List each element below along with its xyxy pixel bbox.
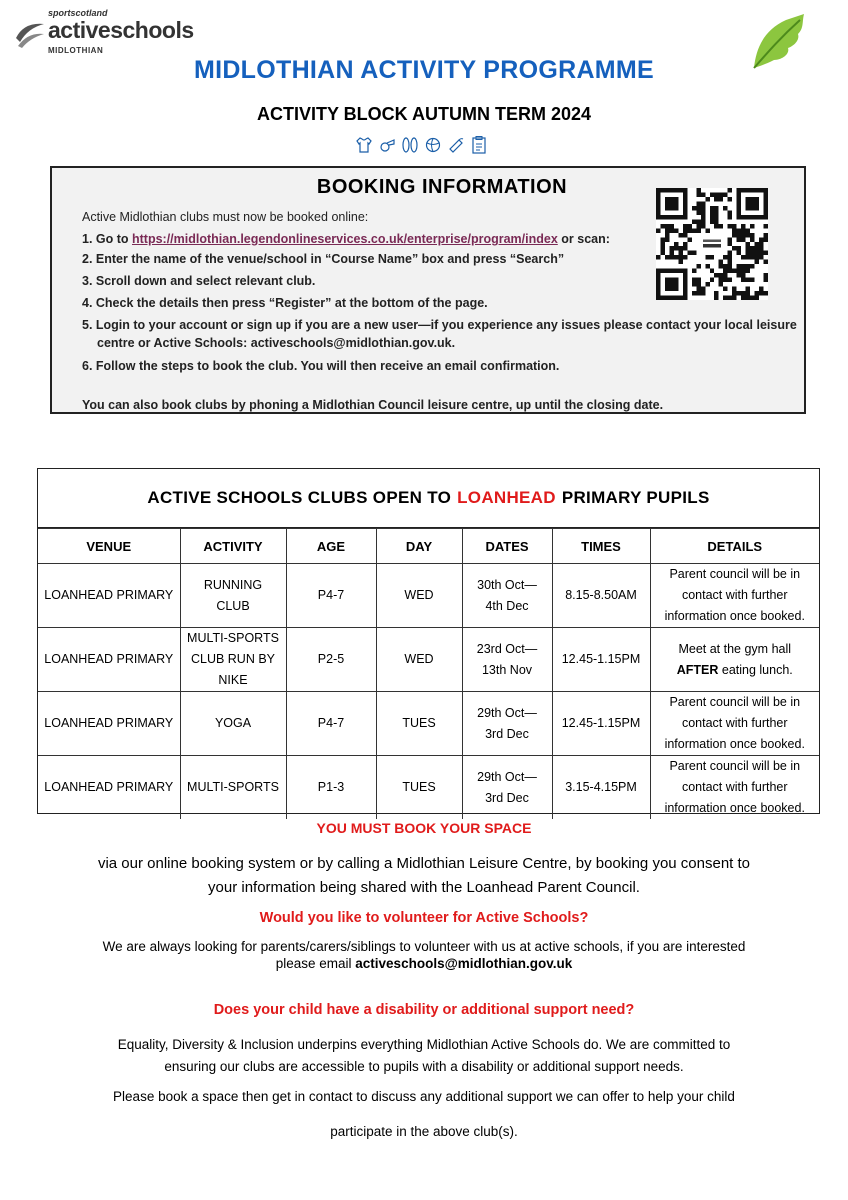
page-subtitle: ACTIVITY BLOCK AUTUMN TERM 2024 (256, 104, 592, 124)
booking-step-6: 6. Follow the steps to book the club. You will then receive an email confirmation. (82, 359, 560, 373)
column-header: DETAILS (650, 529, 819, 564)
clubs-title-prefix: ACTIVE SCHOOLS CLUBS OPEN TO (147, 488, 452, 507)
activity-cell: YOGA (180, 692, 286, 756)
clubs-title-suffix: PRIMARY PUPILS (561, 488, 710, 507)
volunteer-paragraph: We are always looking for parents/carers/siblings to volunteer with us at active schools, if you are interested please email activeschools@midlothian.gov.uk (102, 939, 746, 971)
booking-step-5-a: 5. Login to your account or sign up if you are a new user—if you experience any issues please contact your local leisure (82, 318, 797, 332)
clubs-title-school: LOANHEAD (457, 488, 556, 507)
times-cell: 8.15-8.50AM (552, 564, 650, 628)
details-cell: Parent council will be in contact with further information once booked. (650, 564, 819, 628)
table-row (38, 564, 819, 628)
age-cell: P4-7 (286, 564, 376, 628)
booking-information-box (50, 166, 806, 414)
venue-cell: LOANHEAD PRIMARY (38, 692, 180, 756)
volunteer-heading: Would you like to volunteer for Active Schools? (259, 910, 589, 926)
activity-cell: MULTI-SPORTS CLUB RUN BY NIKE (180, 628, 286, 692)
active-schools-logo (14, 8, 194, 58)
tshirt-icon (354, 134, 374, 156)
column-header: TIMES (552, 529, 650, 564)
details-cell: Parent council will be in contact with further information once booked. (650, 692, 819, 756)
details-cell: Parent council will be in contact with further information once booked. (650, 756, 819, 820)
column-header: VENUE (38, 529, 180, 564)
table-header-row (38, 529, 819, 564)
venue-cell: LOANHEAD PRIMARY (38, 628, 180, 692)
day-cell: TUES (376, 756, 462, 820)
step-1-prefix: 1. Go to (82, 232, 132, 246)
booking-step-3: 3. Scroll down and select relevant club. (82, 274, 316, 288)
consent-paragraph: via our online booking system or by calling a Midlothian Leisure Centre, by booking you consent to your information being shared with the Loanhead Parent Council. (97, 855, 751, 896)
times-cell: 3.15-4.15PM (552, 756, 650, 820)
table-row (38, 756, 819, 820)
ball-icon (423, 134, 443, 156)
logo-line-midlothian: MIDLOTHIAN (48, 46, 104, 55)
logo-line-activeschools: activeschools (48, 17, 194, 43)
step-1-suffix: or scan: (557, 232, 610, 246)
details-cell: Meet at the gym hall AFTER eating lunch. (650, 628, 819, 692)
clubs-table-title (38, 469, 819, 528)
disability-heading: Does your child have a disability or additional support need? (213, 1002, 635, 1018)
age-cell: P1-3 (286, 756, 376, 820)
activity-icons-row (354, 134, 514, 160)
booking-step-5-b: centre or Active Schools: activeschools@midlothian.gov.uk. (97, 336, 456, 350)
logo-swoosh-icon (14, 18, 46, 52)
equality-paragraph: Equality, Diversity & Inclusion underpins everything Midlothian Active Schools do. We are committed to ensuring our clubs are accessible to pupils with a disability or additional support needs. (117, 1037, 731, 1074)
dates-cell: 30th Oct— 4th Dec (462, 564, 552, 628)
booking-step-1 (82, 232, 610, 246)
times-cell: 12.45-1.15PM (552, 628, 650, 692)
activity-cell: RUNNING CLUB (180, 564, 286, 628)
shoe-icon (446, 134, 466, 156)
clubs-table (38, 528, 819, 819)
logo-line-sportscotland: sportscotland (48, 8, 108, 18)
must-book-heading: YOU MUST BOOK YOUR SPACE (316, 820, 532, 836)
booking-phone-note: You can also book clubs by phoning a Midlothian Council leisure centre, up until the closing date. (82, 398, 664, 412)
table-row (38, 628, 819, 692)
booking-step-2: 2. Enter the name of the venue/school in “Course Name” box and press “Search” (82, 252, 565, 266)
support-paragraph-line-1: Please book a space then get in contact to discuss any additional support we can offer to help your child (113, 1089, 735, 1104)
dates-cell: 23rd Oct— 13th Nov (462, 628, 552, 692)
qr-code-icon[interactable] (656, 188, 768, 300)
support-paragraph-line-2: participate in the above club(s). (330, 1124, 518, 1139)
column-header: ACTIVITY (180, 529, 286, 564)
clubs-table-panel (37, 468, 820, 814)
column-header: DATES (462, 529, 552, 564)
day-cell: WED (376, 564, 462, 628)
venue-cell: LOANHEAD PRIMARY (38, 564, 180, 628)
column-header: AGE (286, 529, 376, 564)
trainers-icon (400, 134, 420, 156)
page-title: MIDLOTHIAN ACTIVITY PROGRAMME (193, 56, 655, 84)
clipboard-icon (469, 134, 489, 156)
volunteer-email: activeschools@midlothian.gov.uk (355, 956, 573, 971)
column-header: DAY (376, 529, 462, 564)
day-cell: WED (376, 628, 462, 692)
booking-title: BOOKING INFORMATION (316, 176, 568, 198)
venue-cell: LOANHEAD PRIMARY (38, 756, 180, 820)
age-cell: P2-5 (286, 628, 376, 692)
booking-link[interactable]: https://midlothian.legendonlineservices.co.uk/enterprise/program/index (132, 232, 558, 246)
table-row (38, 692, 819, 756)
times-cell: 12.45-1.15PM (552, 692, 650, 756)
dates-cell: 29th Oct— 3rd Dec (462, 692, 552, 756)
activity-cell: MULTI-SPORTS (180, 756, 286, 820)
day-cell: TUES (376, 692, 462, 756)
whistle-icon (377, 134, 397, 156)
booking-intro: Active Midlothian clubs must now be booked online: (82, 210, 369, 224)
age-cell: P4-7 (286, 692, 376, 756)
dates-cell: 29th Oct— 3rd Dec (462, 756, 552, 820)
booking-step-4: 4. Check the details then press “Register” at the bottom of the page. (82, 296, 488, 310)
